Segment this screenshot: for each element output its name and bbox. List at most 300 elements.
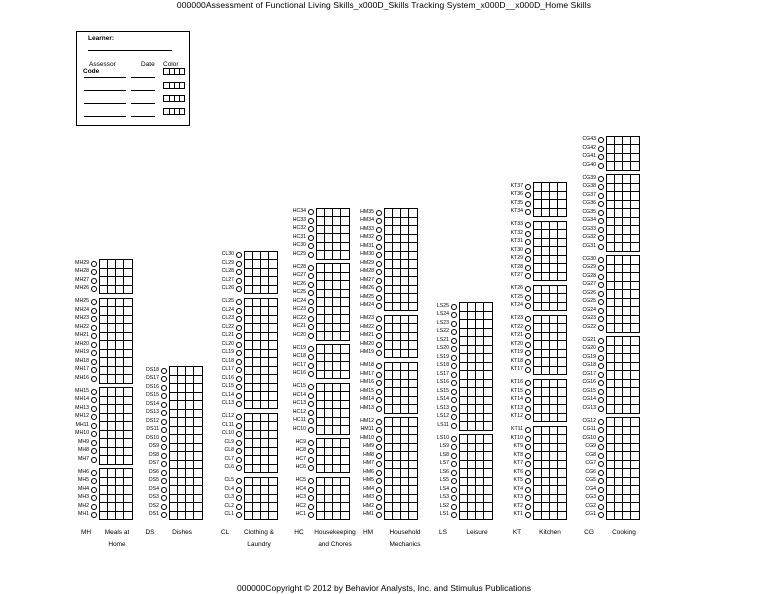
tracking-cell[interactable] [558, 316, 566, 325]
tracking-cell[interactable] [333, 315, 341, 324]
tracking-cell[interactable] [484, 337, 492, 346]
tracking-cell[interactable] [124, 316, 132, 325]
tracking-cell[interactable] [245, 358, 253, 367]
tracking-cell[interactable] [116, 456, 124, 465]
tracking-cell[interactable] [607, 427, 615, 436]
skill-checkbox[interactable] [376, 342, 382, 348]
tracking-cell[interactable] [393, 316, 401, 325]
tracking-cell[interactable] [460, 461, 468, 470]
tracking-cell[interactable] [253, 260, 261, 269]
skill-checkbox[interactable] [451, 397, 457, 403]
tracking-cell[interactable] [615, 478, 623, 487]
tracking-cell[interactable] [100, 333, 108, 342]
tracking-cell[interactable] [542, 209, 550, 218]
skill-checkbox[interactable] [598, 478, 604, 484]
skill-checkbox[interactable] [525, 209, 531, 215]
tracking-cell[interactable] [468, 371, 476, 380]
skill-checkbox[interactable] [598, 274, 604, 280]
tracking-cell[interactable] [178, 495, 186, 504]
tracking-cell[interactable] [607, 218, 615, 227]
skill-checkbox[interactable] [236, 350, 242, 356]
tracking-cell[interactable] [550, 239, 558, 248]
skill-checkbox[interactable] [525, 192, 531, 198]
skill-checkbox[interactable] [525, 487, 531, 493]
tracking-cell[interactable] [607, 316, 615, 325]
tracking-cell[interactable] [534, 183, 542, 192]
tracking-cell[interactable] [401, 452, 409, 461]
tracking-cell[interactable] [393, 243, 401, 252]
tracking-cell[interactable] [385, 427, 393, 436]
tracking-cell[interactable] [124, 324, 132, 333]
tracking-cell[interactable] [615, 145, 623, 154]
skill-checkbox[interactable] [91, 389, 97, 395]
tracking-cell[interactable] [615, 371, 623, 380]
tracking-cell[interactable] [245, 478, 253, 487]
tracking-cell[interactable] [253, 316, 261, 325]
tracking-cell[interactable] [484, 312, 492, 321]
skill-checkbox[interactable] [91, 359, 97, 365]
tracking-cell[interactable] [460, 354, 468, 363]
tracking-cell[interactable] [341, 290, 349, 299]
tracking-cell[interactable] [393, 286, 401, 295]
tracking-cell[interactable] [484, 435, 492, 444]
tracking-cell[interactable] [178, 367, 186, 376]
skill-checkbox[interactable] [598, 291, 604, 297]
tracking-cell[interactable] [550, 247, 558, 256]
tracking-cell[interactable] [261, 324, 269, 333]
skill-checkbox[interactable] [236, 299, 242, 305]
tracking-cell[interactable] [550, 273, 558, 282]
skill-checkbox[interactable] [451, 478, 457, 484]
tracking-cell[interactable] [607, 380, 615, 389]
skill-checkbox[interactable] [161, 385, 167, 391]
tracking-cell[interactable] [542, 444, 550, 453]
tracking-cell[interactable] [615, 282, 623, 291]
skill-checkbox[interactable] [451, 453, 457, 459]
skill-checkbox[interactable] [161, 444, 167, 450]
tracking-cell[interactable] [341, 324, 349, 333]
skill-checkbox[interactable] [598, 444, 604, 450]
skill-checkbox[interactable] [376, 210, 382, 216]
tracking-cell[interactable] [460, 397, 468, 406]
tracking-cell[interactable] [623, 184, 631, 193]
tracking-cell[interactable] [333, 243, 341, 252]
skill-checkbox[interactable] [236, 393, 242, 399]
tracking-cell[interactable] [170, 418, 178, 427]
tracking-cell[interactable] [186, 376, 194, 385]
tracking-cell[interactable] [341, 426, 349, 435]
skill-checkbox[interactable] [236, 414, 242, 420]
tracking-cell[interactable] [245, 456, 253, 465]
tracking-cell[interactable] [409, 388, 417, 397]
tracking-cell[interactable] [325, 418, 333, 427]
tracking-cell[interactable] [333, 426, 341, 435]
skill-checkbox[interactable] [236, 342, 242, 348]
tracking-cell[interactable] [317, 401, 325, 410]
skill-checkbox[interactable] [236, 478, 242, 484]
tracking-cell[interactable] [558, 380, 566, 389]
skill-checkbox[interactable] [598, 504, 604, 510]
tracking-cell[interactable] [385, 324, 393, 333]
tracking-cell[interactable] [607, 478, 615, 487]
tracking-cell[interactable] [261, 392, 269, 401]
tracking-cell[interactable] [476, 444, 484, 453]
tracking-cell[interactable] [385, 380, 393, 389]
tracking-cell[interactable] [631, 235, 639, 244]
skill-checkbox[interactable] [236, 252, 242, 258]
tracking-cell[interactable] [194, 384, 202, 393]
tracking-cell[interactable] [607, 209, 615, 218]
tracking-cell[interactable] [558, 230, 566, 239]
tracking-cell[interactable] [623, 427, 631, 436]
tracking-cell[interactable] [542, 350, 550, 359]
tracking-cell[interactable] [261, 503, 269, 512]
tracking-cell[interactable] [409, 427, 417, 436]
tracking-cell[interactable] [108, 495, 116, 504]
tracking-cell[interactable] [317, 226, 325, 235]
tracking-cell[interactable] [542, 183, 550, 192]
tracking-cell[interactable] [385, 350, 393, 359]
tracking-cell[interactable] [269, 465, 277, 474]
skill-checkbox[interactable] [525, 231, 531, 237]
tracking-cell[interactable] [393, 418, 401, 427]
skill-checkbox[interactable] [598, 184, 604, 190]
skill-checkbox[interactable] [525, 248, 531, 254]
tracking-cell[interactable] [623, 405, 631, 414]
tracking-cell[interactable] [108, 503, 116, 512]
tracking-cell[interactable] [631, 273, 639, 282]
tracking-cell[interactable] [178, 486, 186, 495]
tracking-cell[interactable] [393, 503, 401, 512]
tracking-cell[interactable] [124, 512, 132, 521]
tracking-cell[interactable] [460, 414, 468, 423]
tracking-cell[interactable] [124, 397, 132, 406]
skill-checkbox[interactable] [525, 397, 531, 403]
tracking-cell[interactable] [186, 452, 194, 461]
tracking-cell[interactable] [100, 375, 108, 384]
tracking-cell[interactable] [333, 392, 341, 401]
tracking-cell[interactable] [558, 200, 566, 209]
tracking-cell[interactable] [333, 448, 341, 457]
tracking-cell[interactable] [558, 350, 566, 359]
tracking-cell[interactable] [341, 234, 349, 243]
tracking-cell[interactable] [558, 324, 566, 333]
tracking-cell[interactable] [542, 452, 550, 461]
tracking-cell[interactable] [385, 209, 393, 218]
tracking-cell[interactable] [615, 503, 623, 512]
tracking-cell[interactable] [108, 405, 116, 414]
skill-checkbox[interactable] [308, 457, 314, 463]
skill-checkbox[interactable] [236, 261, 242, 267]
tracking-cell[interactable] [341, 439, 349, 448]
tracking-cell[interactable] [615, 337, 623, 346]
tracking-cell[interactable] [615, 354, 623, 363]
tracking-cell[interactable] [170, 376, 178, 385]
tracking-cell[interactable] [484, 388, 492, 397]
tracking-cell[interactable] [623, 316, 631, 325]
tracking-cell[interactable] [484, 329, 492, 338]
tracking-cell[interactable] [623, 154, 631, 163]
tracking-cell[interactable] [253, 414, 261, 423]
tracking-cell[interactable] [401, 461, 409, 470]
tracking-cell[interactable] [317, 439, 325, 448]
tracking-cell[interactable] [631, 486, 639, 495]
tracking-cell[interactable] [341, 465, 349, 474]
tracking-cell[interactable] [607, 512, 615, 521]
tracking-cell[interactable] [631, 282, 639, 291]
tracking-cell[interactable] [341, 409, 349, 418]
tracking-cell[interactable] [341, 264, 349, 273]
tracking-cell[interactable] [542, 286, 550, 295]
tracking-cell[interactable] [558, 294, 566, 303]
skill-checkbox[interactable] [91, 308, 97, 314]
tracking-cell[interactable] [178, 444, 186, 453]
tracking-cell[interactable] [333, 456, 341, 465]
tracking-cell[interactable] [550, 256, 558, 265]
tracking-cell[interactable] [468, 478, 476, 487]
tracking-cell[interactable] [468, 346, 476, 355]
tracking-cell[interactable] [245, 307, 253, 316]
tracking-cell[interactable] [623, 388, 631, 397]
tracking-cell[interactable] [607, 435, 615, 444]
tracking-cell[interactable] [393, 252, 401, 261]
tracking-cell[interactable] [460, 405, 468, 414]
tracking-cell[interactable] [409, 269, 417, 278]
tracking-cell[interactable] [333, 362, 341, 371]
tracking-cell[interactable] [401, 235, 409, 244]
tracking-cell[interactable] [116, 431, 124, 440]
tracking-cell[interactable] [623, 226, 631, 235]
skill-checkbox[interactable] [376, 406, 382, 412]
tracking-cell[interactable] [186, 367, 194, 376]
tracking-cell[interactable] [393, 333, 401, 342]
tracking-cell[interactable] [100, 299, 108, 308]
tracking-cell[interactable] [542, 239, 550, 248]
tracking-cell[interactable] [542, 303, 550, 312]
tracking-cell[interactable] [607, 371, 615, 380]
tracking-cell[interactable] [170, 410, 178, 419]
tracking-cell[interactable] [615, 388, 623, 397]
skill-checkbox[interactable] [236, 376, 242, 382]
tracking-cell[interactable] [317, 324, 325, 333]
tracking-cell[interactable] [631, 209, 639, 218]
tracking-cell[interactable] [124, 375, 132, 384]
tracking-cell[interactable] [409, 303, 417, 312]
tracking-cell[interactable] [550, 316, 558, 325]
skill-checkbox[interactable] [376, 380, 382, 386]
tracking-cell[interactable] [253, 448, 261, 457]
tracking-cell[interactable] [623, 478, 631, 487]
tracking-cell[interactable] [178, 427, 186, 436]
tracking-cell[interactable] [468, 444, 476, 453]
skill-checkbox[interactable] [308, 427, 314, 433]
tracking-cell[interactable] [194, 401, 202, 410]
tracking-cell[interactable] [607, 201, 615, 210]
tracking-cell[interactable] [341, 392, 349, 401]
tracking-cell[interactable] [484, 346, 492, 355]
tracking-cell[interactable] [534, 324, 542, 333]
tracking-cell[interactable] [550, 358, 558, 367]
tracking-cell[interactable] [550, 495, 558, 504]
tracking-cell[interactable] [393, 277, 401, 286]
tracking-cell[interactable] [385, 418, 393, 427]
tracking-cell[interactable] [385, 388, 393, 397]
tracking-cell[interactable] [385, 478, 393, 487]
tracking-cell[interactable] [253, 277, 261, 286]
tracking-cell[interactable] [194, 452, 202, 461]
tracking-cell[interactable] [623, 354, 631, 363]
skill-checkbox[interactable] [91, 431, 97, 437]
skill-checkbox[interactable] [236, 431, 242, 437]
tracking-cell[interactable] [261, 252, 269, 261]
skill-checkbox[interactable] [525, 427, 531, 433]
tracking-cell[interactable] [631, 175, 639, 184]
tracking-cell[interactable] [100, 260, 108, 269]
tracking-cell[interactable] [558, 495, 566, 504]
tracking-cell[interactable] [194, 503, 202, 512]
tracking-cell[interactable] [325, 281, 333, 290]
tracking-cell[interactable] [393, 380, 401, 389]
tracking-cell[interactable] [124, 260, 132, 269]
tracking-cell[interactable] [468, 329, 476, 338]
tracking-cell[interactable] [317, 307, 325, 316]
skill-checkbox[interactable] [598, 419, 604, 425]
tracking-cell[interactable] [393, 260, 401, 269]
tracking-cell[interactable] [542, 367, 550, 376]
skill-checkbox[interactable] [525, 286, 531, 292]
tracking-cell[interactable] [325, 384, 333, 393]
tracking-cell[interactable] [186, 427, 194, 436]
tracking-cell[interactable] [194, 495, 202, 504]
tracking-cell[interactable] [460, 312, 468, 321]
tracking-cell[interactable] [558, 435, 566, 444]
tracking-cell[interactable] [253, 431, 261, 440]
tracking-cell[interactable] [385, 235, 393, 244]
tracking-cell[interactable] [393, 427, 401, 436]
tracking-cell[interactable] [245, 422, 253, 431]
skill-checkbox[interactable] [91, 269, 97, 275]
tracking-cell[interactable] [108, 439, 116, 448]
tracking-cell[interactable] [534, 303, 542, 312]
tracking-cell[interactable] [484, 495, 492, 504]
tracking-cell[interactable] [558, 264, 566, 273]
tracking-cell[interactable] [607, 397, 615, 406]
tracking-cell[interactable] [631, 324, 639, 333]
tracking-cell[interactable] [401, 252, 409, 261]
skill-checkbox[interactable] [451, 423, 457, 429]
tracking-cell[interactable] [409, 218, 417, 227]
skill-checkbox[interactable] [376, 278, 382, 284]
tracking-cell[interactable] [385, 303, 393, 312]
tracking-cell[interactable] [623, 469, 631, 478]
skill-checkbox[interactable] [161, 495, 167, 501]
tracking-cell[interactable] [178, 512, 186, 521]
skill-checkbox[interactable] [308, 290, 314, 296]
skill-checkbox[interactable] [451, 512, 457, 518]
tracking-cell[interactable] [116, 375, 124, 384]
skill-checkbox[interactable] [451, 470, 457, 476]
tracking-cell[interactable] [261, 286, 269, 295]
tracking-cell[interactable] [484, 486, 492, 495]
tracking-cell[interactable] [460, 380, 468, 389]
skill-checkbox[interactable] [598, 193, 604, 199]
tracking-cell[interactable] [631, 346, 639, 355]
tracking-cell[interactable] [409, 397, 417, 406]
tracking-cell[interactable] [325, 448, 333, 457]
tracking-cell[interactable] [194, 512, 202, 521]
skill-checkbox[interactable] [91, 325, 97, 331]
tracking-cell[interactable] [476, 397, 484, 406]
skill-checkbox[interactable] [91, 504, 97, 510]
tracking-cell[interactable] [116, 307, 124, 316]
tracking-cell[interactable] [534, 380, 542, 389]
tracking-cell[interactable] [607, 346, 615, 355]
skill-checkbox[interactable] [161, 393, 167, 399]
skill-checkbox[interactable] [308, 478, 314, 484]
tracking-cell[interactable] [333, 290, 341, 299]
tracking-cell[interactable] [607, 162, 615, 171]
tracking-cell[interactable] [385, 503, 393, 512]
tracking-cell[interactable] [607, 418, 615, 427]
skill-checkbox[interactable] [598, 176, 604, 182]
tracking-cell[interactable] [124, 456, 132, 465]
tracking-cell[interactable] [476, 435, 484, 444]
tracking-cell[interactable] [623, 346, 631, 355]
tracking-cell[interactable] [269, 299, 277, 308]
tracking-cell[interactable] [253, 456, 261, 465]
tracking-cell[interactable] [476, 354, 484, 363]
tracking-cell[interactable] [261, 299, 269, 308]
tracking-cell[interactable] [631, 137, 639, 146]
tracking-cell[interactable] [631, 435, 639, 444]
tracking-cell[interactable] [558, 512, 566, 521]
tracking-cell[interactable] [341, 478, 349, 487]
tracking-cell[interactable] [253, 512, 261, 521]
tracking-cell[interactable] [615, 154, 623, 163]
tracking-cell[interactable] [116, 512, 124, 521]
tracking-cell[interactable] [245, 269, 253, 278]
tracking-cell[interactable] [108, 260, 116, 269]
skill-checkbox[interactable] [376, 261, 382, 267]
tracking-cell[interactable] [468, 388, 476, 397]
tracking-cell[interactable] [116, 448, 124, 457]
tracking-cell[interactable] [385, 397, 393, 406]
tracking-cell[interactable] [253, 465, 261, 474]
skill-checkbox[interactable] [91, 261, 97, 267]
tracking-cell[interactable] [623, 444, 631, 453]
skill-checkbox[interactable] [376, 235, 382, 241]
tracking-cell[interactable] [623, 273, 631, 282]
tracking-cell[interactable] [170, 503, 178, 512]
tracking-cell[interactable] [325, 307, 333, 316]
skill-checkbox[interactable] [91, 478, 97, 484]
tracking-cell[interactable] [333, 409, 341, 418]
skill-checkbox[interactable] [236, 367, 242, 373]
tracking-cell[interactable] [341, 209, 349, 218]
tracking-cell[interactable] [631, 469, 639, 478]
tracking-cell[interactable] [245, 512, 253, 521]
skill-checkbox[interactable] [598, 137, 604, 143]
tracking-cell[interactable] [558, 239, 566, 248]
tracking-cell[interactable] [325, 371, 333, 380]
tracking-cell[interactable] [468, 312, 476, 321]
tracking-cell[interactable] [325, 362, 333, 371]
tracking-cell[interactable] [476, 414, 484, 423]
tracking-cell[interactable] [607, 145, 615, 154]
skill-checkbox[interactable] [525, 342, 531, 348]
skill-checkbox[interactable] [598, 427, 604, 433]
tracking-cell[interactable] [631, 226, 639, 235]
